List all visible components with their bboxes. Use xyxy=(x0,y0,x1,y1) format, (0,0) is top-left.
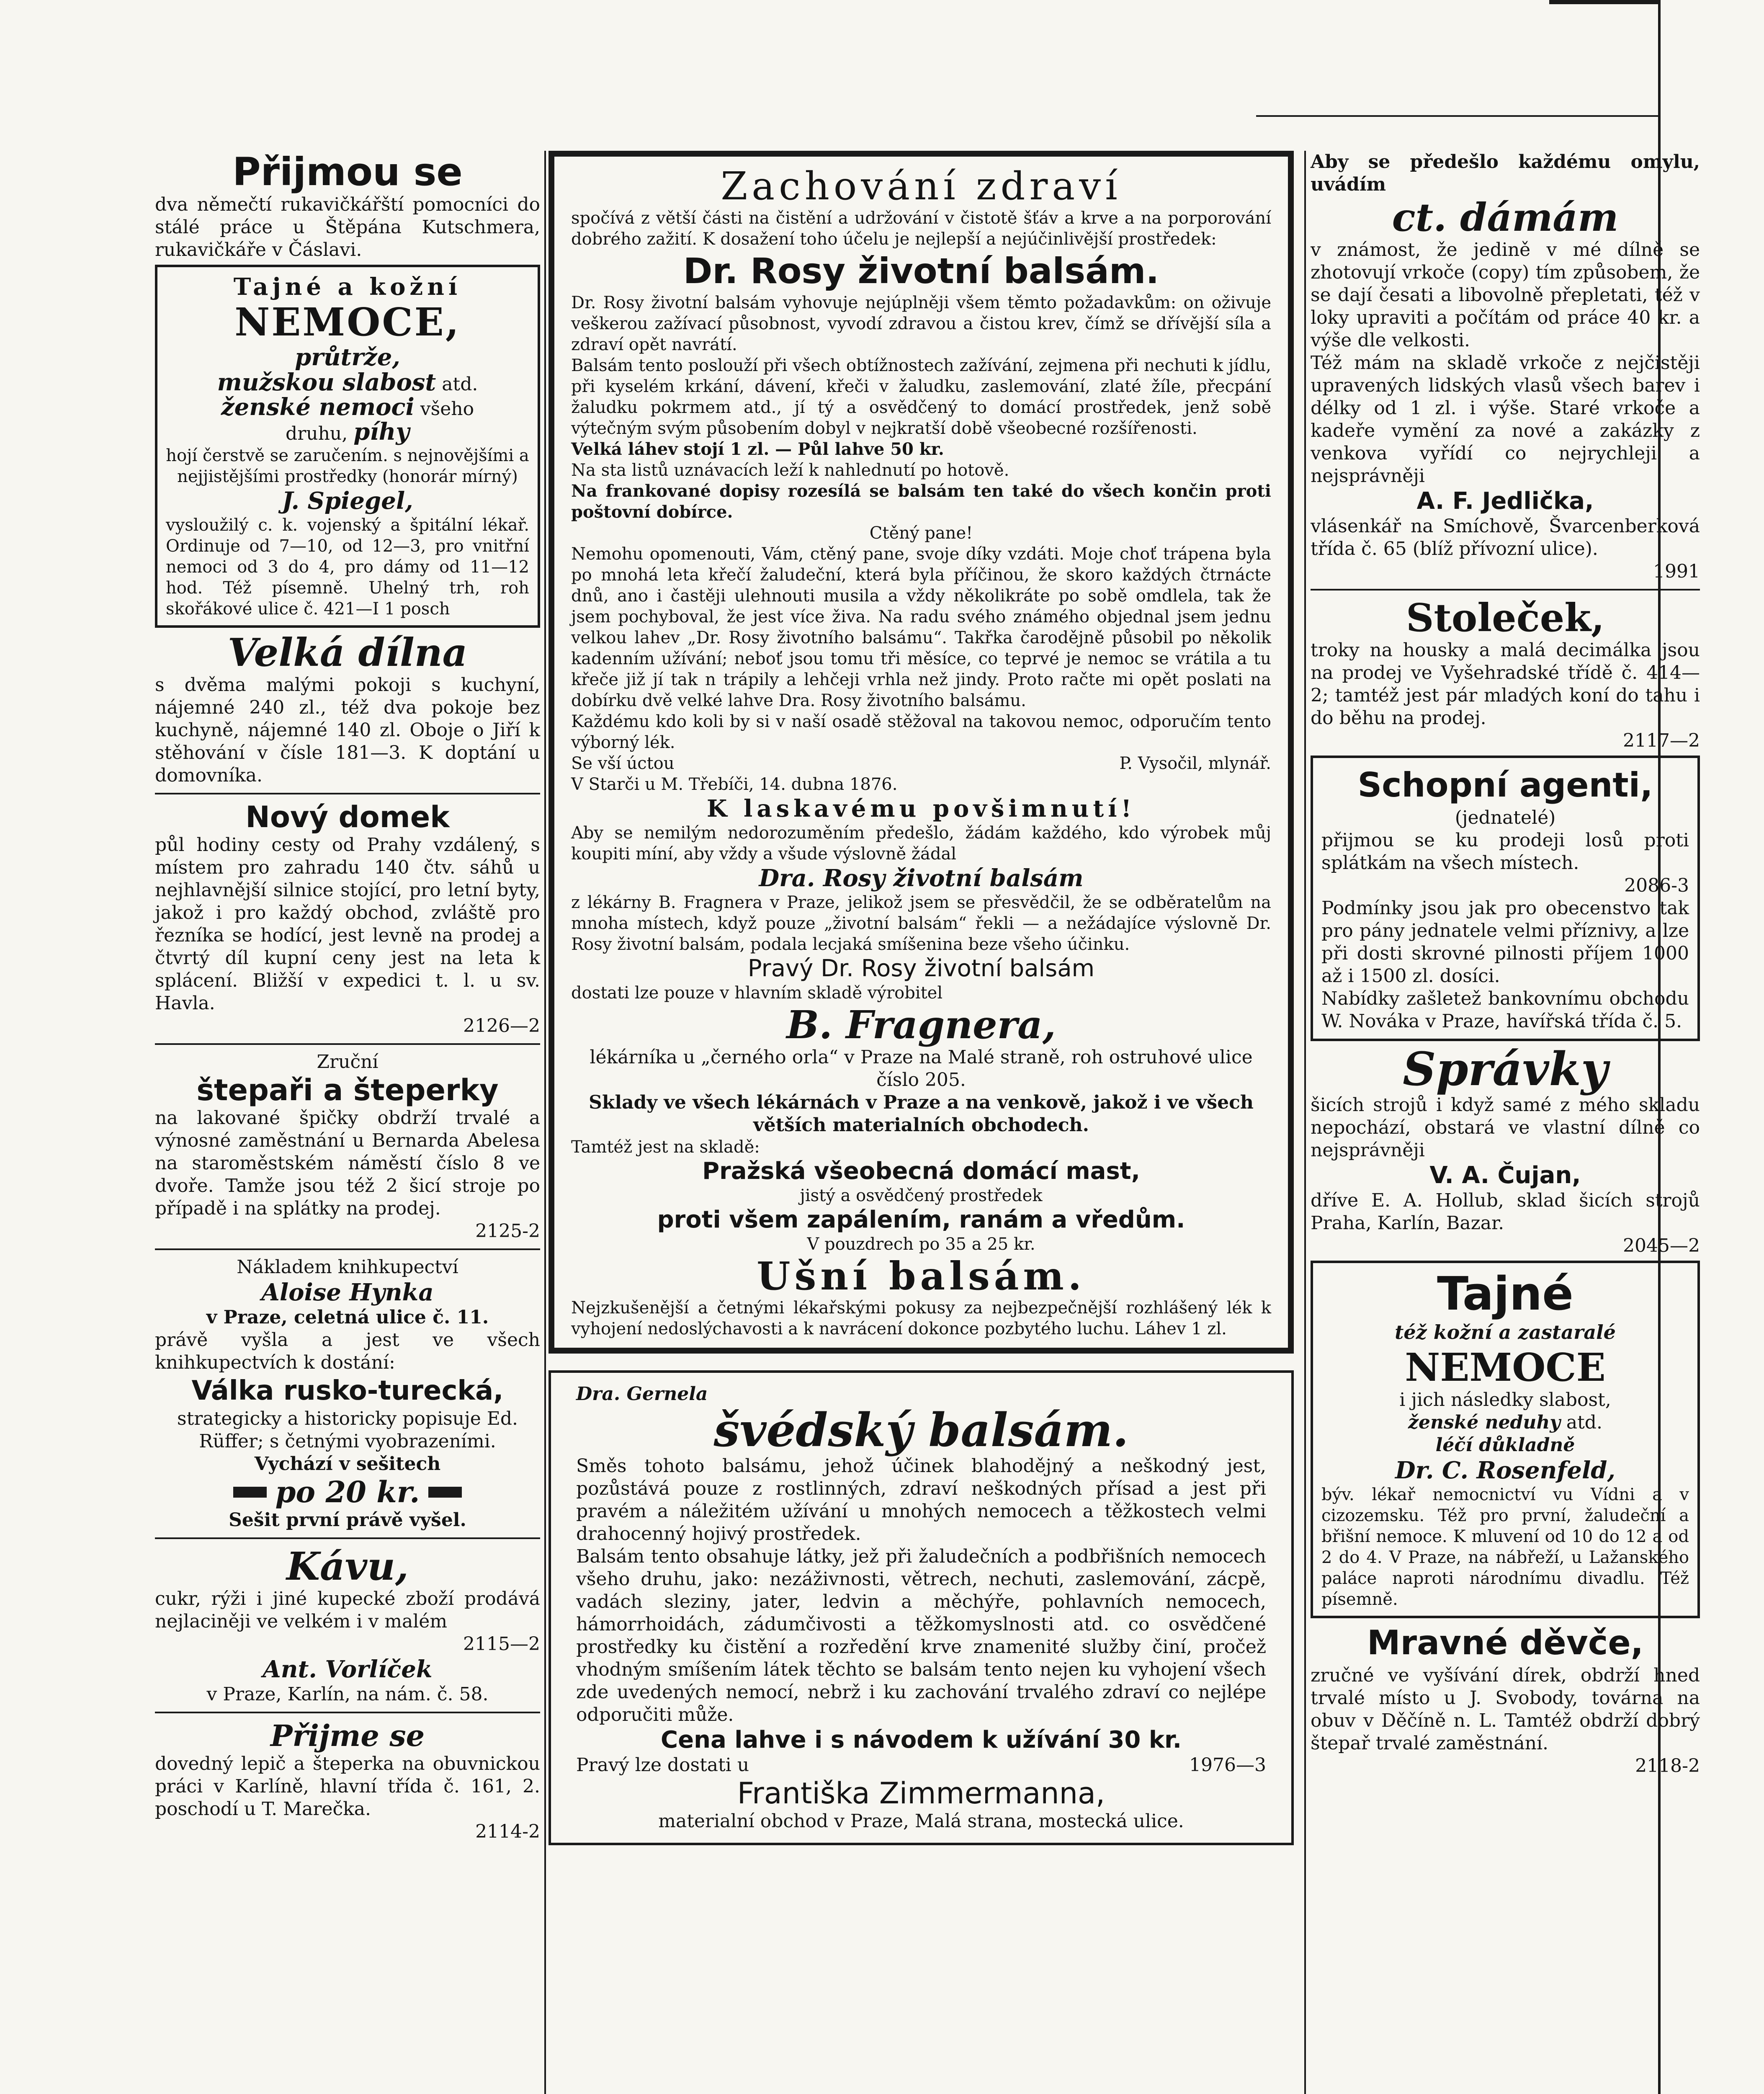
ad-title: Mravné děvče, xyxy=(1367,1623,1643,1662)
ad-paragraph: Na sta listů uznávacích leží k nahlednutí po hotově. xyxy=(571,461,1009,480)
ad-body: v známost, že jedině v mé dílně se zhotovují vrkoče (copy) tím způsobem, že se dají česati a libovolně přepletati, též v loky upraviti a počítám od práce 40 kr. a výše dle velkosti. xyxy=(1311,239,1700,351)
ad-paragraph: dostati lze pouze v hlavním skladě výrobitel xyxy=(571,983,943,1003)
ad-body: dovedný lepič a šteperka na obuvnickou práci v Karlíně, hlavní třída č. 161, 2. poschodí u T. Marečka. xyxy=(155,1753,540,1820)
divider xyxy=(155,1712,540,1713)
ad-body: dva němečtí rukavičkářští pomocníci do stálé práce u Štěpána Kutschmera, rukavičkáře v Čáslavi. xyxy=(155,194,540,260)
ad-number: 2114-2 xyxy=(475,1821,540,1842)
ad-paragraph: Aby se nemilým nedorozuměním předešlo, žádám každého, kdo výrobek můj koupiti míní, aby vždy a všude výslovně žádal xyxy=(571,823,1271,864)
ad-title: Velká dílna xyxy=(227,630,468,675)
ad-paragraph: z lékárny B. Fragnera v Praze, jelikož jsem se přesvědčil, že se odběratelům na mnoha místech, když pouze „životní balsám“ řekli — a nežádajíce výslovně Dr. Rosy životní balsám, podala lecjaká smíšenina beze všeho účinku. xyxy=(571,893,1271,954)
ad-stores: Sklady ve všech lékárnách v Praze a na venkově, jakož i ve všech větších materialních obchodech. xyxy=(589,1092,1254,1136)
letter-signature xyxy=(571,753,1271,774)
ad-paragraph: Balsám tento obsahuje látky, jež při žaludečních a podbřišních nemocech všeho druhu, jako: nezáživnosti, větrech, nechuti, zaslemování, zácpě, vadách sleziny, jater, ledvin a měchýře, pohlavních nemocech, hámorrhoidách, zádumčivosti a těžkomyslnosti atd. co osvědčené prostředky ku čistění a rozředění krve znamenité služby činí, pročež vhodným smíšením látek těchto se balsám tento nejen ku vyhojení všech zde uvedených nemocí, nebrž i ku zachování trvalého zdraví co nejlépe odporučiti může. xyxy=(576,1546,1266,1725)
page-edge-top xyxy=(1549,0,1658,4)
ad-body: býv. lékař nemocnictví vu Vídni a v cizozemsku. Též pro první, žaludeční a břišní nemoce. K mluvení od 10 do 12 a od 2 do 4. V Praze, na nábřeží, u Lažanského paláce naproti národnímu divadlu. Též písemně. xyxy=(1321,1485,1689,1609)
letter-salute: Ctěný pane! xyxy=(869,524,973,543)
ad-title: Tajné xyxy=(1437,1267,1573,1320)
ad-ct-damam xyxy=(1311,151,1700,583)
divider xyxy=(155,1537,540,1539)
ad-product: Dra. Rosy životní balsám xyxy=(759,864,1084,892)
ad-number: 2115—2 xyxy=(463,1633,540,1655)
ad-svedsky-balsam xyxy=(549,1370,1294,1845)
ad-line: průtrže, xyxy=(295,343,400,371)
ad-paragraph: Směs tohoto balsámu, jehož účinek blahodějný a neškodný jest, pozůstává pouze z rostlinných, zdraví neškodných přísad a jest při pravém a náležitém užívání u mnohých nemocech a těžkostech velmi drahocenný hojivý prostředek. xyxy=(576,1455,1266,1545)
ad-body: troky na housky a malá decimálka jsou na prodej ve Vyšehradské třídě č. 414—2; tamtéž jest pár mladých koní do tahu i do běhu na prodej. xyxy=(1311,640,1700,729)
ad-title: NEMOCE, xyxy=(234,299,461,345)
ad-paragraph: Nejzkušenější a četnými lékařskými pokusy za nejbezpečnější rozhlášený lék k vyhojení nedoslýchavosti a k navrácení dokonce pozbytého luchu. Láhev 1 zl. xyxy=(571,1298,1271,1338)
ad-kavu xyxy=(155,1545,540,1706)
ad-seller: Ant. Vorlíček xyxy=(263,1656,433,1683)
top-rule xyxy=(1256,115,1658,117)
ad-body: zručné ve vyšívání dírek, obdrží hned trvalé místo u J. Svobody, továrna na obuv v Děčíně n. L. Tamtéž obdrží dobrý štepař trvalé zaměstnání. xyxy=(1311,1665,1700,1754)
ornament-right xyxy=(428,1487,462,1498)
ad-title: Správky xyxy=(1403,1042,1608,1096)
right-column xyxy=(1311,151,1700,1777)
divider xyxy=(155,1248,540,1250)
ad-line: všeho xyxy=(420,398,474,420)
ad-title: švédský balsám. xyxy=(713,1403,1129,1457)
ad-novy-domek xyxy=(155,800,540,1037)
ad-title: Nový domek xyxy=(245,800,450,834)
ad-body: Též mám na skladě vrkoče z nejčistěji upravených lidských vlasů všech barev i délky od 1 zl. i výše. Staré vrkoče a kadeře vymění za nové a zakázky z venkova vyřídí co nejrychleji a nejsprávněji xyxy=(1311,352,1700,487)
ad-mravne-devce xyxy=(1311,1622,1700,1777)
ad-number: 2126—2 xyxy=(463,1015,540,1037)
ad-paragraph: jistý a osvědčený prostředek xyxy=(800,1186,1043,1205)
ad-title: Válka rusko-turecká, xyxy=(191,1375,504,1406)
ad-maker: B. Fragnera, xyxy=(786,1002,1056,1047)
ad-body: strategicky a historicky popisuje Ed. Rüffer; s četnými vyobrazeními. xyxy=(177,1408,518,1452)
ad-pretitle: Dra. Gernela xyxy=(576,1383,708,1405)
ad-spravky xyxy=(1311,1044,1700,1257)
ad-pretitle: Nákladem knihkupectví xyxy=(237,1256,458,1278)
ad-line: ženské nemoci xyxy=(221,393,415,421)
ad-line: Sešit první právě vyšel. xyxy=(229,1509,466,1531)
ad-tajne-right xyxy=(1311,1261,1700,1618)
letter-closing: Se vší úctou xyxy=(571,754,675,773)
ad-price: Velká láhev stojí 1 zl. — Půl lahve 50 kr. xyxy=(571,439,944,459)
ad-number: 2125-2 xyxy=(475,1220,540,1242)
ad-paragraph: Tamtéž jest na skladě: xyxy=(571,1137,760,1157)
ad-address: materialní obchod v Praze, Malá strana, mostecká ulice. xyxy=(658,1810,1184,1832)
ad-stolecek xyxy=(1311,596,1700,752)
divider xyxy=(155,793,540,794)
left-column xyxy=(155,151,540,1843)
ad-name: A. F. Jedlička, xyxy=(1416,487,1594,515)
ad-address: vlásenkář na Smíchově, Švarcenberková třída č. 65 (blíž přívozní ulice). xyxy=(1311,516,1700,560)
ad-stepari xyxy=(155,1051,540,1243)
ad-body: Podmínky jsou jak pro obecenstvo tak pro pány jednatele velmi příznivy, a lze při dosti skrovné pilnosti příjem 1000 až i 1500 zl. dosíci. xyxy=(1321,897,1689,987)
ad-doctor: Dr. C. Rosenfeld, xyxy=(1395,1457,1615,1484)
ad-title: štepaři a šteperky xyxy=(196,1073,499,1107)
ad-salve-use: proti všem zapálením, ranám a vředům. xyxy=(657,1206,1185,1233)
ad-title: Stoleček, xyxy=(1406,595,1605,640)
ad-address: lékárníka u „černého orla“ v Praze na Malé straně, roh ostruhové ulice číslo 205. xyxy=(590,1047,1253,1091)
ad-valka xyxy=(155,1256,540,1532)
ornament-left xyxy=(233,1487,267,1498)
ad-tajne-nemoce xyxy=(155,265,540,628)
ad-slogan: Pravý Dr. Rosy životní balsám xyxy=(747,955,1095,982)
middle-column xyxy=(549,151,1294,1849)
ad-subtitle: též kožní a zastaralé xyxy=(1395,1321,1616,1344)
ad-velka-dilna xyxy=(155,631,540,787)
ad-body: dříve E. A. Hollub, sklad šicích strojů Praha, Karlín, Bazar. xyxy=(1311,1190,1700,1234)
ad-title: Přijmou se xyxy=(232,150,463,194)
ad-number: 1976—3 xyxy=(1189,1754,1266,1776)
ad-title: Schopní agenti, xyxy=(1357,766,1653,805)
ad-line: píhy xyxy=(353,418,409,446)
ad-line: léčí důkladně xyxy=(1435,1434,1575,1456)
ad-subtitle: (jednatelé) xyxy=(1455,807,1556,828)
ad-line: právě vyšla a jest ve všech knihkupectvích k dostání: xyxy=(155,1329,540,1373)
price-ornament xyxy=(155,1475,540,1509)
ad-line: atd. xyxy=(1566,1412,1602,1433)
ad-price: po 20 kr. xyxy=(275,1475,420,1509)
ad-name: V. A. Čujan, xyxy=(1429,1162,1581,1189)
letter-body: Nemohu opomenouti, Vám, ctěný pane, svoje díky vzdáti. Moje choť trápena byla po mnohá leta křečí žaludeční, která byla příčinou, že skoro každých čtrnácte dnů, ano i častěji ulehnouti musila a vždy několikráte po sobě omdlela, tak že jsem pochyboval, že jest více živa. Na radu svého známého objednal jsem jednu velkou lahev „Dr. Rosy životního balsámu“. Takřka čarodějně působil po několik kadenním užívání; neboť jsou tomu tři měsíce, co teprvé je nemoc se vrátila a tu křeče již jí tak n trápily a lehčeji vrhla než jindy. Proto račte mi opět poslati na dobírku dvě velké lahve Dra. Rosy životního balsámu. xyxy=(571,544,1271,710)
ad-title: Kávu, xyxy=(286,1544,409,1589)
ad-number: 2086-3 xyxy=(1624,875,1689,896)
ad-body: hojí čerstvě se zaručením. s nejnovějšími a nejjistějšími prostředky (honorár mírný) xyxy=(166,446,529,486)
ad-paragraph: Dr. Rosy životní balsám vyhovuje nejúplněji všem těmto požadavkům: on oživuje veškerou zažívací působnost, vyvodí zdravou a čistou krev, čímž se dřívější síla a zdraví opět navrátí. xyxy=(571,293,1271,354)
ad-title2: NEMOCE xyxy=(1405,1345,1606,1390)
ad-intro: spočívá z větší části na čistění a udržování v čistotě šťáv a krve a na porporování dobrého zažití. K dosažení toho účelu je nejlepší a nejúčinlivější prostředek: xyxy=(571,209,1271,249)
ad-line: ženské neduhy xyxy=(1408,1412,1561,1433)
ad-line: i jich následky slabost, xyxy=(1399,1389,1611,1411)
ad-paragraph: Balsám tento poslouží při všech obtížnostech zažívání, zejmena při nechuti k jídlu, při kyselém krkání, dávení, křeči v žaludku, zaslemování, zlaté žíle, přecpání žaludku pokrmem atd., jí tý a osvědčený to domácí prostředek, jenž sobě výtečným svým působením dobyl v nejkratší době všeobecné rozšířenosti. xyxy=(571,356,1271,438)
ad-doctor: J. Spiegel, xyxy=(282,487,413,515)
ad-line: mužskou slabost xyxy=(217,369,436,396)
ad-line: Vychází v sešitech xyxy=(254,1453,441,1475)
ad-address: v Praze, Karlín, na nám. č. 58. xyxy=(206,1684,489,1705)
ad-body: s dvěma malými pokoji s kuchyní, nájemné 240 zl., též dva pokoje bez kuchyně, nájemné 140 zl. Oboje o Jiří k stěhování v čísle 181—3. K doptání u domovníka. xyxy=(155,674,540,786)
ad-price: Cena lahve i s návodem k užívání 30 kr. xyxy=(661,1726,1182,1754)
ad-number: 2117—2 xyxy=(1623,730,1700,751)
divider xyxy=(1311,589,1700,591)
ad-price: V pouzdrech po 35 a 25 kr. xyxy=(807,1235,1035,1254)
ad-body: na lakované špičky obdrží trvalé a výnosné zaměstnání u Bernarda Abelesa na staroměstském náměstí číslo 8 ve dvoře. Tamže jsou též 2 šicí stroje po případě i na splátky na prodej. xyxy=(155,1107,540,1219)
ad-line: druhu, xyxy=(286,423,348,444)
ad-title: Zachování zdraví xyxy=(721,164,1122,209)
letter-place: V Starči u M. Třebíči, 14. dubna 1876. xyxy=(571,775,898,794)
divider xyxy=(155,1043,540,1045)
ad-paragraph: Každému kdo koli by si v naší osadě stěžoval na takovou nemoc, odporučím tento výborný lék. xyxy=(571,712,1271,752)
ad-prijmou-se xyxy=(155,151,540,261)
ad-seller: Františka Zimmermanna, xyxy=(737,1776,1105,1810)
ad-prijme-se xyxy=(155,1719,540,1843)
ad-line: atd. xyxy=(442,374,478,395)
column-rule-right xyxy=(1304,151,1306,2094)
ad-body: půl hodiny cesty od Prahy vzdálený, s místem pro zahradu 140 čtv. sáhů u nejhlavnější silnice stojící, pro letní byty, jakož i pro každý obchod, zvláště pro řezníka se hodící, jest levně na prodej a čtvrtý díl kupní ceny jest na leta k splácení. Bližší v expedici t. l. u sv. Havla. xyxy=(155,834,540,1014)
ad-body: Nabídky zašletež bankovnímu obchodu W. Nováka v Praze, havířská třída č. 5. xyxy=(1321,988,1689,1032)
ad-body: cukr, rýži i jiné kupecké zboží prodává nejlaciněji ve velkém i v malém xyxy=(155,1588,540,1632)
ad-number: 2045—2 xyxy=(1623,1235,1700,1256)
ad-body: přijmou se ku prodeji losů proti splátkám na všech místech. xyxy=(1321,830,1689,874)
ad-line: Aby se předešlo každému omylu, uvádím xyxy=(1311,151,1700,195)
ad-zachovani-zdravi xyxy=(549,151,1294,1354)
letter-signer: P. Vysočil, mlynář. xyxy=(1119,754,1271,773)
ad-publisher: Aloise Hynka xyxy=(261,1279,434,1306)
ad-notice: K laskavému povšimnutí! xyxy=(706,795,1136,823)
ad-number: 2118-2 xyxy=(1635,1755,1700,1777)
ad-title: Přijme se xyxy=(270,1718,425,1753)
ad-ear-title: Ušní balsám. xyxy=(757,1253,1086,1299)
ad-body: šicích strojů i když samé z mého skladu nepochází, obstará ve vlastní dílně co nejsprávněji xyxy=(1311,1094,1700,1161)
ad-paragraph: Na frankované dopisy rozesílá se balsám ten také do všech končin proti poštovní dobírce. xyxy=(571,481,1271,522)
ad-details: vysloužilý c. k. vojenský a špitální lékař. Ordinuje od 7—10, od 12—3, pro vnitřní nemoci od 3 do 4, pro dámy od 11—12 hod. Též písemně. Uhelný trh, roh skořákové ulice č. 421—I 1 posch xyxy=(166,516,529,619)
ad-avail: Pravý lze dostati u xyxy=(576,1754,749,1776)
ad-salve: Pražská všeobecná domácí mast, xyxy=(702,1158,1140,1185)
ad-avail-row xyxy=(576,1754,1266,1777)
column-rule-left xyxy=(544,151,546,2094)
ad-line: v Praze, celetná ulice č. 11. xyxy=(206,1307,489,1328)
ad-pretitle: Zruční xyxy=(317,1051,379,1073)
ad-title: ct. dámám xyxy=(1392,195,1619,240)
ad-product: Dr. Rosy životní balsám. xyxy=(683,250,1159,291)
ad-pretitle: Tajné a kožní xyxy=(233,273,462,301)
ad-schopni-agenti xyxy=(1311,756,1700,1041)
ad-number: 1991 xyxy=(1653,561,1700,582)
